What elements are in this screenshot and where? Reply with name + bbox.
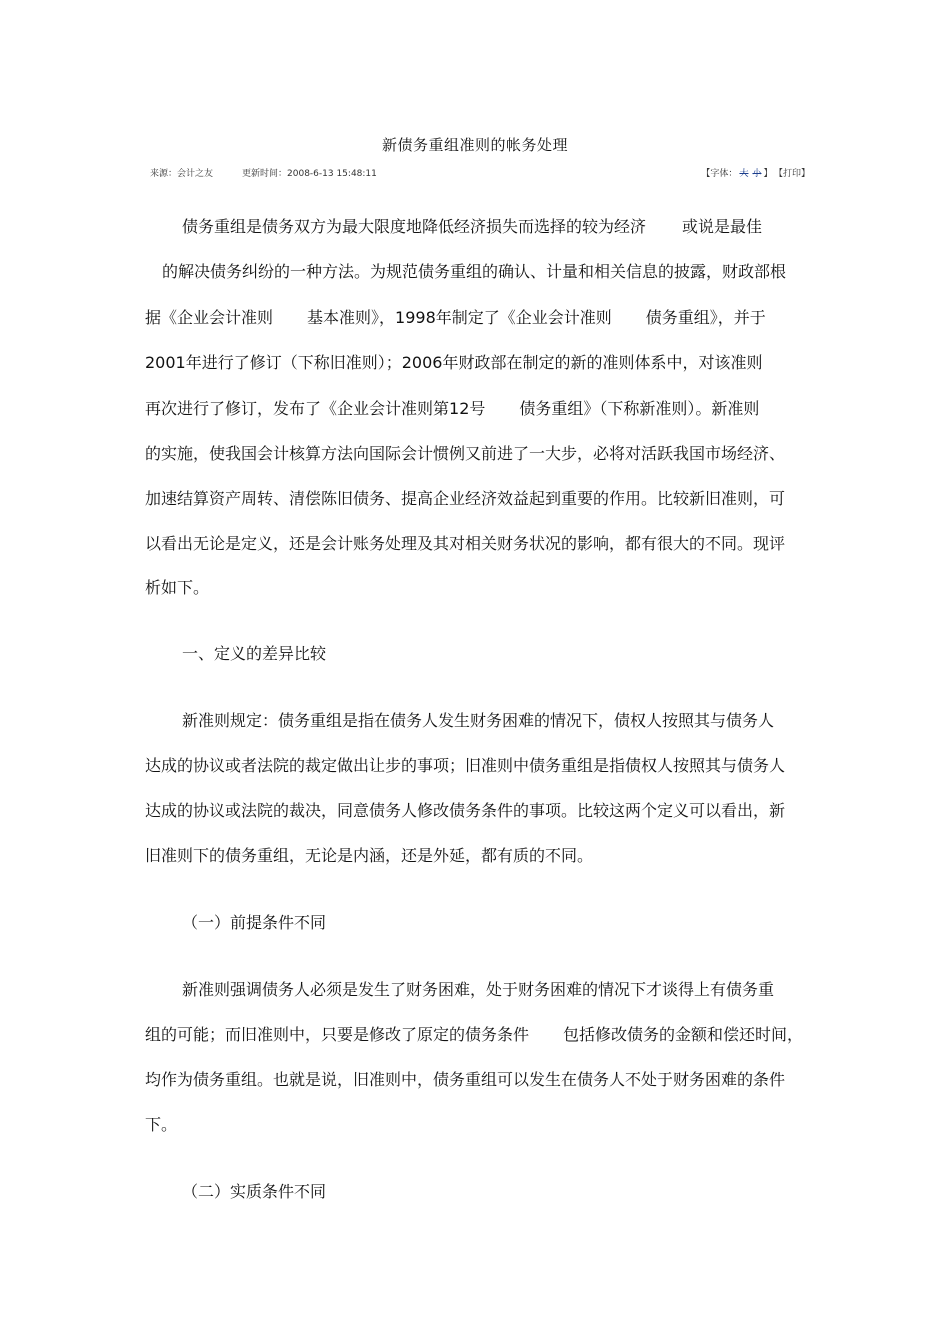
text-span: 据《企业会计准则 xyxy=(145,308,274,327)
paragraph-line: 加速结算资产周转、清偿陈旧债务、提高企业经济效益起到重要的作用。比较新旧准则，可 xyxy=(145,489,786,508)
paragraph-line: 旧准则下的债务重组，无论是内涵，还是外延，都有质的不同。 xyxy=(145,846,594,865)
paragraph-line xyxy=(182,214,812,237)
paragraph-line: 新准则强调债务人必须是发生了财务困难，处于财务困难的情况下才谈得上有债务重 xyxy=(182,980,775,999)
paragraph-line: 达成的协议或法院的裁决，同意债务人修改债务条件的事项。比较这两个定义可以看出，新 xyxy=(145,801,786,820)
paragraph-line: 下。 xyxy=(145,1115,178,1134)
paragraph-line: 达成的协议或者法院的裁定做出让步的事项；旧准则中债务重组是指债权人按照其与债务人 xyxy=(145,756,786,775)
font-size-label: 【字体： xyxy=(701,169,738,179)
text-span: 再次进行了修订，发布了《企业会计准则第 xyxy=(145,399,450,418)
paragraph-line xyxy=(145,305,810,328)
year-number: 2006 xyxy=(401,353,443,372)
text-span: 包括修改债务的金额和偿还时间， xyxy=(563,1025,804,1044)
text-span: 或说是最佳 xyxy=(682,217,763,236)
update-time xyxy=(242,166,377,179)
subsection-heading: （一）前提条件不同 xyxy=(182,913,327,932)
text-span: 年进行了修订（下称旧准则）； xyxy=(185,353,402,372)
print-link[interactable]: 【打印】 xyxy=(778,169,810,179)
text-span: 年财政部在制定的新的准则体系中，对该准则 xyxy=(442,353,763,372)
font-small-link[interactable]: 小 xyxy=(752,169,762,179)
section-heading: 一、定义的差异比较 xyxy=(182,644,327,663)
text-span: 基本准则》， xyxy=(307,308,396,327)
subsection-heading: （二）实质条件不同 xyxy=(182,1182,327,1201)
text-span: 债务重组》，并于 xyxy=(645,308,766,327)
paragraph-line: 新准则规定：债务重组是指在债务人发生财务困难的情况下，债权人按照其与债务人 xyxy=(182,711,775,730)
standard-number: 12 xyxy=(449,399,470,418)
paragraph-line xyxy=(145,1022,810,1045)
text-span: 号 xyxy=(469,399,486,418)
paragraph-line: 的实施，使我国会计核算方法向国际会计惯例又前进了一大步，必将对活跃我国市场经济、 xyxy=(145,444,786,463)
paragraph-line: 的解决债务纠纷的一种方法。为规范债务重组的确认、计量和相关信息的披露，财政部根 xyxy=(162,262,787,281)
source-label: 来源：会计之友 xyxy=(150,169,214,179)
year-number: 2001 xyxy=(145,353,186,372)
paragraph-line: 析如下。 xyxy=(145,578,210,597)
article-tools xyxy=(701,166,810,179)
paragraph-line xyxy=(145,396,810,419)
paragraph-line: 均作为债务重组。也就是说，旧准则中，债务重组可以发生在债务人不处于财务困难的条件 xyxy=(145,1070,786,1089)
update-time-label: 更新时间： xyxy=(242,169,288,179)
article-title: 新债务重组准则的帐务处理 xyxy=(381,136,568,154)
paragraph-line: 以看出无论是定义，还是会计账务处理及其对相关财务状况的影响，都有很大的不同。现评 xyxy=(145,534,786,553)
font-size-close: 】 xyxy=(763,169,773,179)
update-time-value: 2008-6-13 15:48:11 xyxy=(287,169,377,179)
text-span: 组的可能；而旧准则中，只要是修改了原定的债务条件 xyxy=(145,1025,530,1044)
font-large-link[interactable]: 大 xyxy=(739,169,749,179)
text-span: 债务重组是债务双方为最大限度地降低经济损失而选择的较为经济 xyxy=(182,217,647,236)
text-span: 债务重组》（下称新准则）。新准则 xyxy=(519,399,760,418)
text-span: 年制定了《企业会计准则 xyxy=(435,308,612,327)
year-number: 1998 xyxy=(395,308,436,327)
paragraph-line xyxy=(145,350,810,373)
